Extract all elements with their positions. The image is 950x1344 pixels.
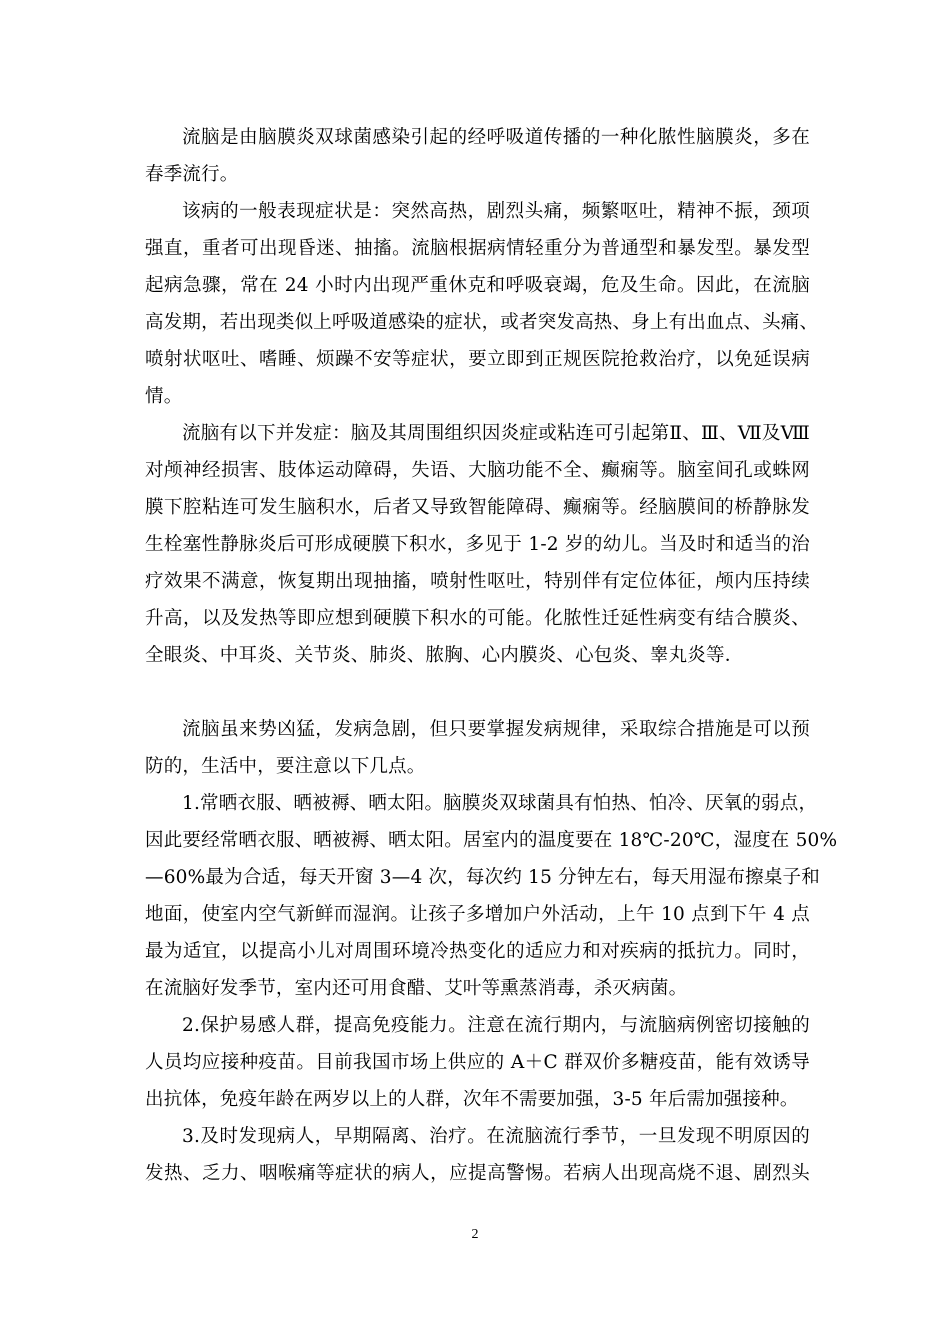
text-line: 人员均应接种疫苗。目前我国市场上供应的 A＋C 群双价多糖疫苗，能有效诱导 [145,1052,810,1073]
text-line: 流脑虽来势凶猛，发病急剧，但只要掌握发病规律，采取综合措施是可以预 [182,719,810,740]
text-line: 发热、乏力、咽喉痛等症状的病人，应提高警惕。若病人出现高烧不退、剧烈头 [145,1163,810,1184]
text-line: 1.常晒衣服、晒被褥、晒太阳。脑膜炎双球菌具有怕热、怕冷、厌氧的弱点， [182,793,818,814]
text-line: 出抗体，免疫年龄在两岁以上的人群，次年不需要加强，3-5 年后需加强接种。 [145,1089,799,1110]
text-line: 流脑有以下并发症：脑及其周围组织因炎症或粘连可引起第Ⅱ、Ⅲ、Ⅶ及Ⅷ [182,423,810,444]
text-line: 最为适宜，以提高小儿对周围环境冷热变化的适应力和对疾病的抵抗力。同时， [145,941,810,962]
text-line: 在流脑好发季节，室内还可用食醋、艾叶等熏蒸消毒，杀灭病菌。 [145,978,688,999]
text-line: 全眼炎、中耳炎、关节炎、肺炎、脓胸、心内膜炎、心包炎、睾丸炎等． [145,645,744,666]
text-line: 防的，生活中，要注意以下几点。 [145,756,426,777]
page-number: 2 [471,1227,479,1242]
text-line: 喷射状呕吐、嗜睡、烦躁不安等症状，要立即到正规医院抢救治疗，以免延误病 [145,349,810,370]
text-line: 高发期，若出现类似上呼吸道感染的症状，或者突发高热、身上有出血点、头痛、 [145,312,819,333]
text-line: 情。 [145,386,183,407]
text-line: —60%最为合适，每天开窗 3—4 次，每次约 15 分钟左右，每天用湿布擦桌子和 [145,867,820,888]
text-line: 膜下腔粘连可发生脑积水，后者又导致智能障碍、癫痫等。经脑膜间的桥静脉发 [145,497,810,518]
text-line: 3.及时发现病人，早期隔离、治疗。在流脑流行季节，一旦发现不明原因的 [182,1126,810,1147]
text-line: 2.保护易感人群，提高免疫能力。注意在流行期内，与流脑病例密切接触的 [182,1015,810,1036]
text-line: 疗效果不满意，恢复期出现抽搐，喷射性呕吐，特别伴有定位体征，颅内压持续 [145,571,810,592]
text-line: 因此要经常晒衣服、晒被褥、晒太阳。居室内的温度要在 18℃-20℃，湿度在 50% [145,830,838,851]
text-line: 起病急骤，常在 24 小时内出现严重休克和呼吸衰竭，危及生命。因此，在流脑 [145,275,810,296]
text-line: 该病的一般表现症状是：突然高热，剧烈头痛，频繁呕吐，精神不振，颈项 [182,201,810,222]
text-line: 升高，以及发热等即应想到硬膜下积水的可能。化脓性迁延性病变有结合膜炎、 [145,608,810,629]
text-line: 对颅神经损害、肢体运动障碍，失语、大脑功能不全、癫痫等。脑室间孔或蛛网 [145,460,810,481]
text-line: 地面，使室内空气新鲜而湿润。让孩子多增加户外活动，上午 10 点到下午 4 点 [145,904,810,925]
text-line: 强直，重者可出现昏迷、抽搐。流脑根据病情轻重分为普通型和暴发型。暴发型 [145,238,810,259]
text-line: 流脑是由脑膜炎双球菌感染引起的经呼吸道传播的一种化脓性脑膜炎，多在 [182,127,810,148]
text-line: 春季流行。 [145,164,239,185]
text-line: 生栓塞性静脉炎后可形成硬膜下积水，多见于 1-2 岁的幼儿。当及时和适当的治 [145,534,810,555]
